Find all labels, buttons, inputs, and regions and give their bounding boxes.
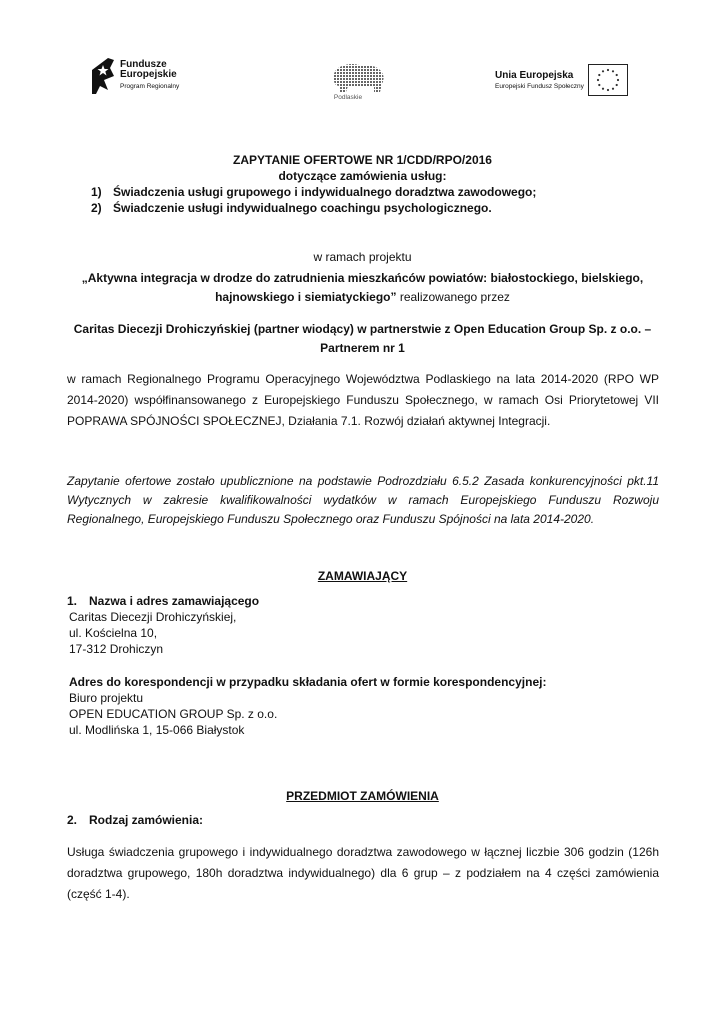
document-subtitle: dotyczące zamówienia usług: [278,169,447,183]
address-line: OPEN EDUCATION GROUP Sp. z o.o. [69,707,278,721]
partner-line1: Caritas Diecezji Drohiczyńskiej (partner wiodący) w partnerstwie z Open Education Group Sp. z o.o. – [73,322,652,336]
section-item-title [67,812,627,828]
fe-line1: Fundusze [120,59,167,70]
service-list [91,184,536,216]
unia-europejska-logo [495,64,635,98]
fe-sub: Program Regionalny [120,83,180,90]
project-name-line2-wrap [40,289,685,305]
address-line: Caritas Diecezji Drohiczyńskiej, [69,610,237,624]
podlaskie-label: Podlaskie [333,94,363,101]
section-item-title [67,593,627,609]
list-item [91,184,536,200]
project-intro: w ramach projektu [313,250,412,264]
correspondence-title: Adres do korespondencji w przypadku składania ofert w formie korespondencyjnej: [69,675,547,689]
legal-paragraph: Zapytanie ofertowe zostało upublicznione na podstawie Podrozdziału 6.5.2 Zasada konkurencyjności pkt.11 Wytycznych w zakresie kwalifikowalności wydatków w ramach Europejskiego Funduszu Rozwoju Regionalnego, Europejskiego Funduszu Społecznego oraz Funduszu Spójności na lata 2014-2020. [67,474,659,526]
section-2-title [67,812,627,828]
list-item-text: Świadczenia usługi grupowego i indywidualnego doradztwa zawodowego; [113,185,537,199]
eu-flag-icon [588,64,628,96]
ue-sub: Europejski Fundusz Społeczny [495,83,584,90]
partner-line2: Partnerem nr 1 [320,341,405,355]
section-heading-przedmiot: PRZEDMIOT ZAMÓWIENIA [286,789,439,803]
address-line: Biuro projektu [69,691,144,705]
list-item-text: Świadczenie usługi indywidualnego coachingu psychologicznego. [113,201,492,215]
bison-icon [328,60,388,94]
fundusze-europejskie-logo [90,56,200,100]
order-description: Usługa świadczenia grupowego i indywidualnego doradztwa zawodowego w łącznej liczbie 306 godzin (126h doradztwa grupowego, 180h doradztwa indywidualnego) dla 6 grup – z podziałem na 4 części zamówienia (część 1-4). [67,845,659,901]
fe-line2: Europejskie [120,69,177,80]
section-item-label: Nazwa i adres zamawiającego [89,594,260,608]
section-item-num: 2. [67,813,78,827]
fe-star-icon [90,56,116,96]
list-item-num: 1) [91,185,102,199]
section-heading-zamawiajacy: ZAMAWIAJĄCY [317,569,408,583]
project-name-line2: hajnowskiego i siemiatyckiego” [215,290,397,304]
project-name-line1: „Aktywna integracja w drodze do zatrudnienia mieszkańców powiatów: białostockiego, bielskiego, [81,271,644,285]
ue-title: Unia Europejska [495,70,574,81]
list-item [91,200,536,216]
podlaskie-logo [328,60,388,106]
address-line: 17-312 Drohiczyn [69,642,164,656]
list-item-num: 2) [91,201,102,215]
program-paragraph: w ramach Regionalnego Programu Operacyjnego Województwa Podlaskiego na lata 2014-2020 (RPO WP 2014-2020) współfinansowanego z Europejskiego Funduszu Społecznego, w ramach Osi Priorytetowej VII POPRAWA SPÓJNOŚCI SPOŁECZNEJ, Działania 7.1. Rozwój działań aktywnej Integracji. [67,372,659,428]
section-item-num: 1. [67,594,78,608]
document-title: ZAPYTANIE OFERTOWE NR 1/CDD/RPO/2016 [233,153,492,167]
address-line: ul. Kościelna 10, [69,626,158,640]
section-1 [67,593,627,657]
project-name-suffix: realizowanego przez [396,290,510,304]
correspondence-block [69,674,669,738]
address-line: ul. Modlińska 1, 15-066 Białystok [69,723,245,737]
address-block [67,609,627,657]
section-item-label: Rodzaj zamówienia: [89,813,204,827]
